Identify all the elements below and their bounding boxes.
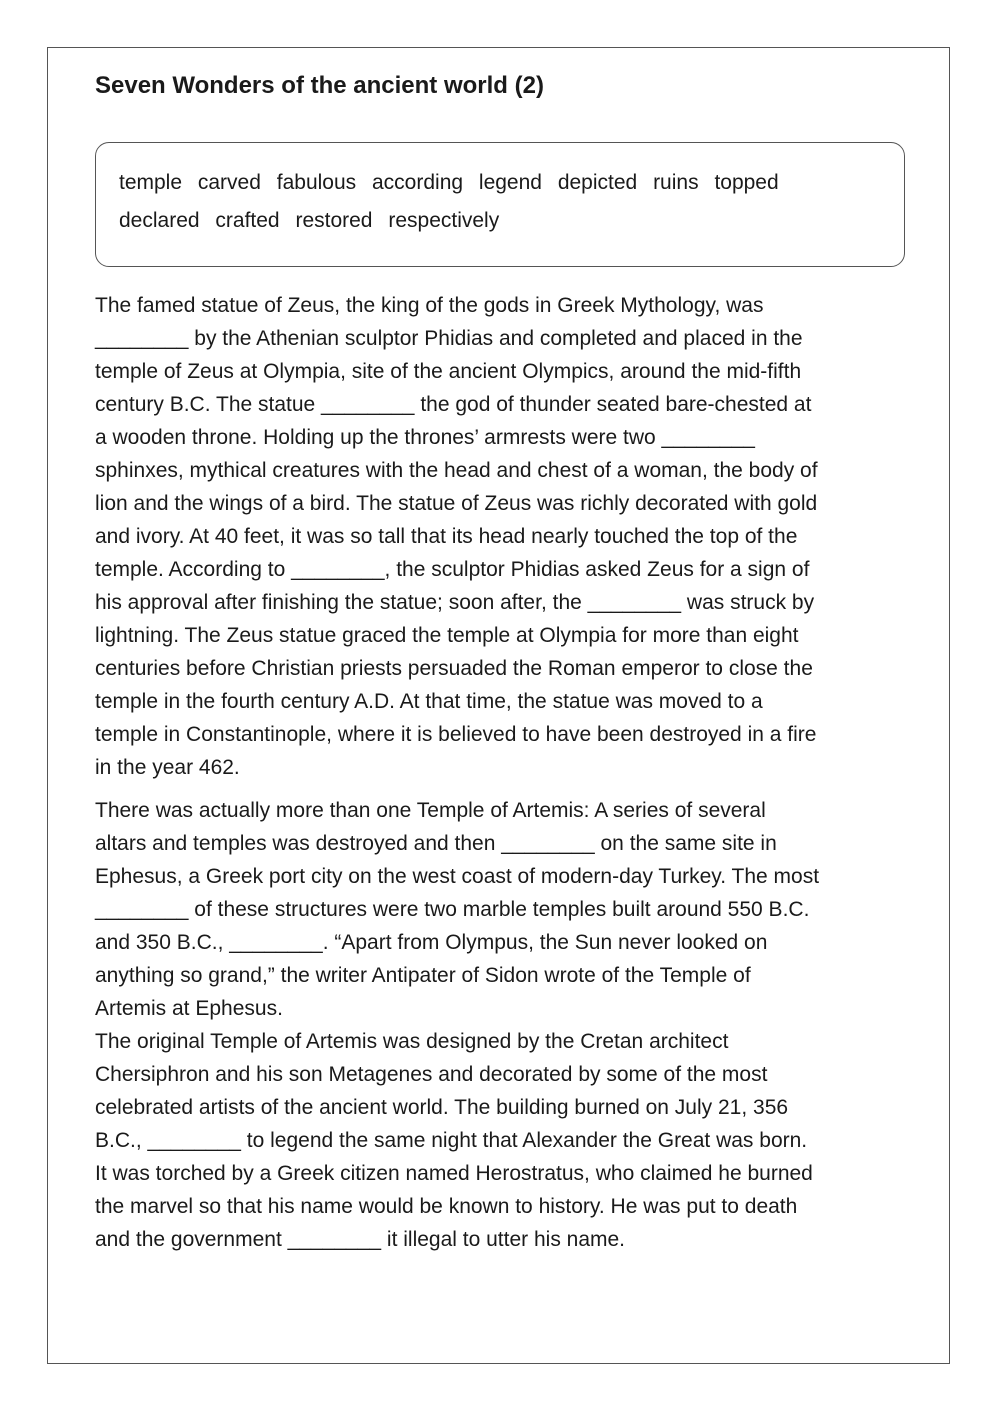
artemis-paragraph [95, 794, 915, 1256]
text-line: It was torched by a Greek citizen named Herostratus, who claimed he burned [95, 1162, 813, 1185]
word-bank-word: depicted [557, 171, 638, 194]
text-line: temple in Constantinople, where it is believed to have been destroyed in a fire [95, 723, 817, 746]
word-bank-row [119, 202, 904, 240]
text-line: the marvel so that his name would be known to history. He was put to death [95, 1195, 798, 1218]
text-line: lightning. The Zeus statue graced the temple at Olympia for more than eight [95, 624, 799, 647]
text-line: altars and temples was destroyed and then ________ on the same site in [95, 832, 777, 855]
word-bank-word: according [372, 171, 464, 194]
text-line: his approval after finishing the statue; soon after, the ________ was struck by [95, 591, 815, 614]
word-bank-word: ruins [653, 171, 699, 194]
text-line: anything so grand,” the writer Antipater of Sidon wrote of the Temple of [95, 964, 751, 987]
text-line: and 350 B.C., ________. “Apart from Olympus, the Sun never looked on [95, 931, 768, 954]
text-line: lion and the wings of a bird. The statue of Zeus was richly decorated with gold [95, 492, 818, 515]
text-line: ________ of these structures were two marble temples built around 550 B.C. [95, 898, 810, 921]
word-bank-word: topped [714, 171, 779, 194]
text-line: century B.C. The statue ________ the god of thunder seated bare-chested at [95, 393, 812, 416]
text-line: The original Temple of Artemis was designed by the Cretan architect [95, 1030, 729, 1053]
text-line: Ephesus, a Greek port city on the west coast of modern-day Turkey. The most [95, 865, 820, 888]
word-bank-word: restored [295, 209, 373, 232]
text-line: B.C., ________ to legend the same night that Alexander the Great was born. [95, 1129, 808, 1152]
text-line: Chersiphron and his son Metagenes and decorated by some of the most [95, 1063, 768, 1086]
text-line: centuries before Christian priests persuaded the Roman emperor to close the [95, 657, 813, 680]
text-line: and ivory. At 40 feet, it was so tall that its head nearly touched the top of the [95, 525, 798, 548]
text-line: The famed statue of Zeus, the king of the gods in Greek Mythology, was [95, 294, 764, 317]
word-bank-word: fabulous [276, 171, 357, 194]
text-line: and the government ________ it illegal to utter his name. [95, 1228, 626, 1251]
word-bank-word: legend [478, 171, 542, 194]
text-line: celebrated artists of the ancient world. The building burned on July 21, 356 [95, 1096, 789, 1119]
word-bank-word: temple [119, 171, 183, 194]
text-line: temple. According to ________, the sculptor Phidias asked Zeus for a sign of [95, 558, 810, 581]
word-bank-row [119, 164, 904, 202]
worksheet-title: Seven Wonders of the ancient world (2) [95, 72, 544, 99]
text-line: a wooden throne. Holding up the thrones’ armrests were two ________ [95, 426, 755, 449]
word-bank-word: crafted [215, 209, 280, 232]
zeus-paragraph [95, 289, 915, 784]
word-bank-box [95, 142, 905, 267]
text-line: There was actually more than one Temple of Artemis: A series of several [95, 799, 766, 822]
text-line: in the year 462. [95, 756, 240, 779]
text-line: ________ by the Athenian sculptor Phidias and completed and placed in the [95, 327, 803, 350]
word-bank-word: declared [119, 209, 200, 232]
text-line: sphinxes, mythical creatures with the head and chest of a woman, the body of [95, 459, 818, 482]
text-line: temple in the fourth century A.D. At that time, the statue was moved to a [95, 690, 763, 713]
word-bank-word: carved [197, 171, 261, 194]
word-bank-word: respectively [388, 209, 500, 232]
text-line: temple of Zeus at Olympia, site of the ancient Olympics, around the mid-fifth [95, 360, 802, 383]
text-line: Artemis at Ephesus. [95, 997, 283, 1020]
